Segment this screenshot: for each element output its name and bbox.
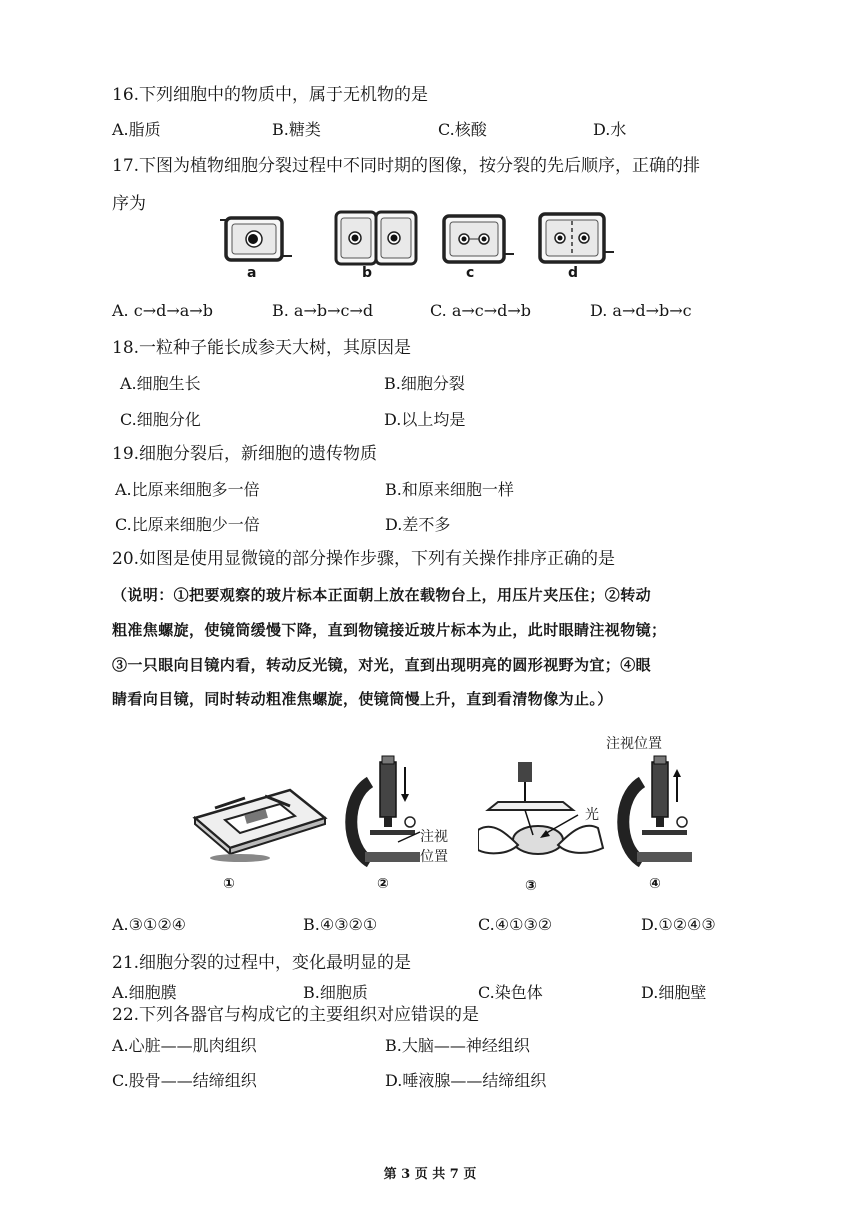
- q22-option-a: A.心脏——肌肉组织: [112, 1036, 257, 1055]
- q21-option-a: A.细胞膜: [112, 983, 177, 1002]
- q17-option-b: B. a→b→c→d: [272, 301, 374, 320]
- q18-option-d: D.以上均是: [384, 410, 466, 429]
- q17-stem-line2: 序为: [112, 194, 146, 214]
- q19-option-d: D.差不多: [385, 515, 451, 534]
- q20-stem: 20.如图是使用显微镜的部分操作步骤，下列有关操作排序正确的是: [112, 549, 616, 569]
- q18-option-a: A.细胞生长: [120, 374, 201, 393]
- q18-stem: 18.一粒种子能长成参天大树，其原因是: [112, 338, 412, 358]
- q20-note-line2: 粗准焦螺旋，使镜筒缓慢下降，直到物镜接近玻片标本为止，此时眼睛注视物镜；: [112, 621, 667, 639]
- cell-c-image: [444, 216, 514, 262]
- q17-label-b: b: [362, 265, 373, 281]
- q17-option-c: C. a→c→d→b: [430, 301, 532, 320]
- q19-option-b: B.和原来细胞一样: [385, 480, 514, 499]
- q21-option-b: B.细胞质: [303, 983, 368, 1002]
- q21-option-c: C.染色体: [478, 983, 543, 1002]
- q20-note-line4: 睛看向目镜，同时转动粗准焦螺旋，使镜筒慢上升，直到看清物像为止。）: [112, 690, 613, 708]
- q20-figure-2-microscope: [340, 752, 430, 872]
- cell-a-image: [220, 218, 292, 260]
- q16-option-c: C.核酸: [438, 120, 487, 139]
- q16-option-b: B.糖类: [272, 120, 321, 139]
- q20-label-4: ④: [649, 876, 661, 892]
- q22-stem: 22.下列各器官与构成它的主要组织对应错误的是: [112, 1005, 480, 1025]
- q22-option-d: D.唾液腺——结缔组织: [385, 1071, 547, 1090]
- page-footer: 第 3 页 共 7 页: [383, 1167, 477, 1182]
- q22-option-b: B.大脑——神经组织: [385, 1036, 530, 1055]
- q20-fig3-annotation: 光: [585, 807, 599, 823]
- q20-label-3: ③: [525, 878, 537, 894]
- q16-option-a: A.脂质: [112, 120, 161, 139]
- q20-fig2-annotation-line1: 注视: [420, 829, 448, 845]
- q20-label-1: ①: [223, 876, 235, 892]
- q17-stem-line1: 17.下图为植物细胞分裂过程中不同时期的图像，按分裂的先后顺序，正确的排: [112, 156, 701, 176]
- q20-note-line1: （说明：①把要观察的玻片标本正面朝上放在载物台上，用压片夹压住；②转动: [112, 586, 652, 604]
- q17-option-d: D. a→d→b→c: [590, 301, 692, 320]
- q17-option-a: A. c→d→a→b: [112, 301, 213, 320]
- cell-d-image: [540, 214, 614, 262]
- q18-option-b: B.细胞分裂: [384, 374, 465, 393]
- q17-label-d: d: [568, 265, 579, 281]
- cell-b-image: [336, 212, 416, 264]
- q16-option-d: D.水: [593, 120, 627, 139]
- q20-fig4-annotation: 注视位置: [606, 736, 662, 752]
- q21-option-d: D.细胞壁: [641, 983, 707, 1002]
- q18-option-c: C.细胞分化: [120, 410, 201, 429]
- q20-note-line3: ③一只眼向目镜内看，转动反光镜，对光，直到出现明亮的圆形视野为宜；④眼: [112, 656, 652, 674]
- q20-option-b: B.④③②①: [303, 915, 378, 934]
- q19-option-a: A.比原来细胞多一倍: [115, 480, 260, 499]
- q19-stem: 19.细胞分裂后，新细胞的遗传物质: [112, 444, 378, 464]
- q20-option-d: D.①②④③: [641, 915, 716, 934]
- q19-option-c: C.比原来细胞少一倍: [115, 515, 260, 534]
- q20-figure-1-stage: [185, 778, 330, 863]
- q17-label-c: c: [466, 265, 475, 281]
- q22-option-c: C.股骨——结缔组织: [112, 1071, 257, 1090]
- q20-option-c: C.④①③②: [478, 915, 553, 934]
- q20-label-2: ②: [377, 876, 389, 892]
- q17-label-a: a: [247, 265, 257, 281]
- q20-figure-4-microscope: [612, 752, 702, 872]
- q16-stem: 16.下列细胞中的物质中，属于无机物的是: [112, 85, 429, 105]
- q21-stem: 21.细胞分裂的过程中，变化最明显的是: [112, 953, 412, 973]
- q20-option-a: A.③①②④: [112, 915, 187, 934]
- q20-fig2-annotation-line2: 位置: [420, 849, 448, 865]
